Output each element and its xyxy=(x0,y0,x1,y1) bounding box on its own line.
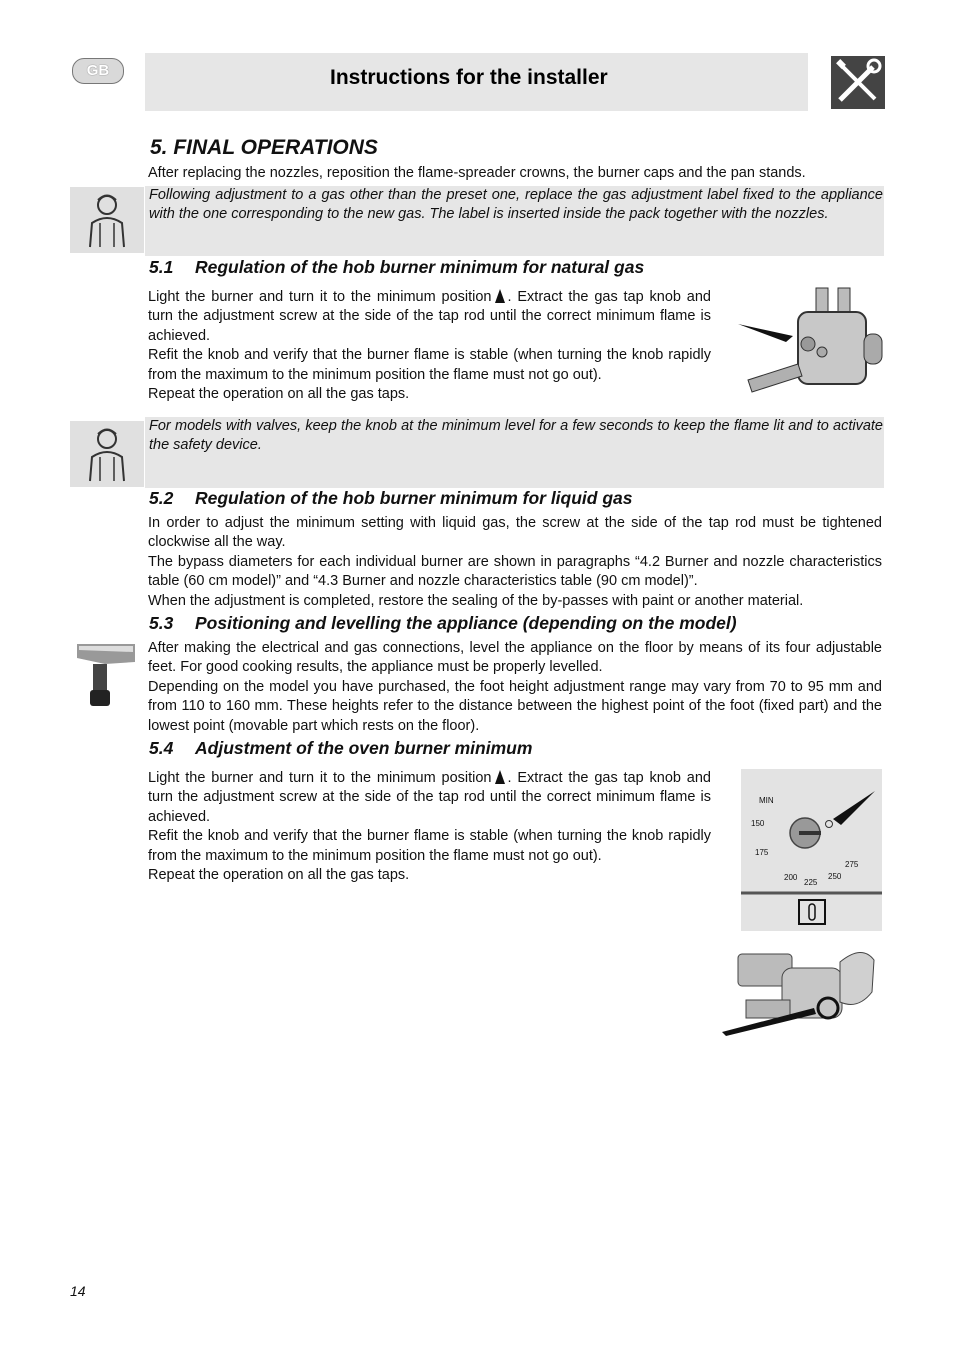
intro-paragraph: After replacing the nozzles, reposition the flame-spreader crowns, the burner caps and the pan stands. xyxy=(148,165,806,181)
s51-p1-a: Light the burner and turn it to the minimum position xyxy=(148,289,492,305)
dial-label-150: 150 xyxy=(751,819,765,828)
subsection-5-1-heading xyxy=(149,257,644,278)
dial-label-175: 175 xyxy=(755,848,769,857)
wrench-screwdriver-icon xyxy=(831,56,885,109)
dial-label-min: MIN xyxy=(759,796,774,805)
gas-label-note: Following adjustment to a gas other than the preset one, replace the gas adjustment label fixed to the appliance with the one corresponding to the new gas. The label is inserted inside the pack together with the nozzles. xyxy=(149,187,883,223)
installer-icon xyxy=(70,187,144,253)
minimum-flame-icon xyxy=(495,289,505,303)
s52-p1: In order to adjust the minimum setting with liquid gas, the screw at the side of the tap rod must be tightened clockwise all the way. xyxy=(148,515,882,551)
s54-p3: Repeat the operation on all the gas taps. xyxy=(148,867,410,884)
subsection-number: 5.3 xyxy=(149,613,174,633)
s51-text xyxy=(148,288,711,404)
subsection-5-2-heading xyxy=(149,488,633,509)
subsection-number: 5.2 xyxy=(149,488,174,508)
s53-text xyxy=(148,639,882,736)
subsection-number: 5.1 xyxy=(149,257,174,277)
subsection-title: Positioning and levelling the appliance (depending on the model) xyxy=(195,613,737,633)
s51-p1-b: . Extract the gas tap knob and turn the adjustment screw at the side of the tap rod until the correct minimum flame is achieved. xyxy=(148,289,711,344)
s52-text xyxy=(148,514,882,611)
oven-dial-panel xyxy=(741,769,882,931)
s51-p2: Refit the knob and verify that the burner flame is stable (when turning the knob rapidly from the maximum to the minimum position the flame must not go out). xyxy=(148,347,711,383)
s52-p2: The bypass diameters for each individual burner are shown in paragraphs “4.2 Burner and nozzle characteristics table (60 cm model)” and “4.3 Burner and nozzle characteristics table (90 cm model)”. xyxy=(148,553,882,590)
s51-p3: Repeat the operation on all the gas taps. xyxy=(148,386,410,403)
minimum-flame-icon xyxy=(495,770,505,784)
language-badge: GB xyxy=(72,58,124,84)
dial-label-200: 200 xyxy=(784,873,798,882)
subsection-5-4-heading xyxy=(149,738,532,759)
section-title: 5. FINAL OPERATIONS xyxy=(150,136,378,159)
dial-label-250: 250 xyxy=(828,872,842,881)
s54-p2: Refit the knob and verify that the burner flame is stable (when turning the knob rapidly from the maximum to the minimum position the flame must not go out). xyxy=(148,828,711,864)
s53-p1: After making the electrical and gas connections, level the appliance on the floor by means of its four adjustable feet. For good cooking results, the appliance must be properly levelled. xyxy=(148,640,882,676)
subsection-number: 5.4 xyxy=(149,738,174,758)
subsection-title: Regulation of the hob burner minimum for liquid gas xyxy=(195,488,633,508)
gas-tap-illustration xyxy=(738,284,884,412)
dial-label-225: 225 xyxy=(804,878,818,887)
s54-p1-b: . Extract the gas tap knob and turn the adjustment screw at the side of the tap rod until the correct minimum flame is achieved. xyxy=(148,770,711,825)
oven-tap-illustration xyxy=(722,940,884,1036)
subsection-title: Adjustment of the oven burner minimum xyxy=(195,738,533,758)
subsection-5-3-heading xyxy=(149,613,737,634)
page-header-title: Instructions for the installer xyxy=(330,66,608,89)
s52-p3: When the adjustment is completed, restore the sealing of the by-passes with paint or another material. xyxy=(148,592,804,609)
installer-icon xyxy=(70,421,144,487)
adjustable-foot-icon xyxy=(75,640,137,708)
dial-label-275: 275 xyxy=(845,860,859,869)
safety-device-note: For models with valves, keep the knob at the minimum level for a few seconds to keep the flame lit and to activate the safety device. xyxy=(149,418,883,454)
s53-p2: Depending on the model you have purchased, the foot height adjustment range may vary from 70 to 95 mm and from 110 to 160 mm. These heights refer to the distance between the highest point of the foot (fixed part) and the lowest point (movable part which rests on the floor). xyxy=(148,678,882,734)
s54-text xyxy=(148,769,711,885)
s54-p1-a: Light the burner and turn it to the minimum position xyxy=(148,770,492,786)
page-number: 14 xyxy=(70,1283,86,1299)
subsection-title: Regulation of the hob burner minimum for natural gas xyxy=(195,257,645,277)
